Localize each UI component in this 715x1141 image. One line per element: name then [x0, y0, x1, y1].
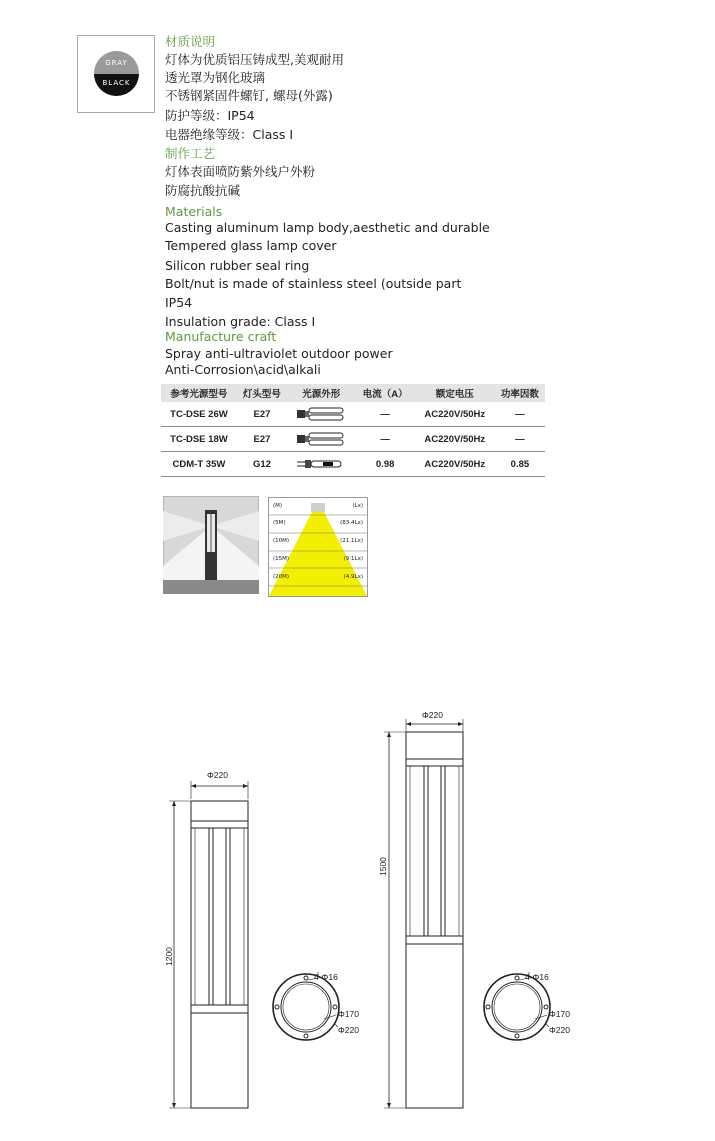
pf-cell: — [495, 427, 545, 452]
outer-diameter-label: Φ220 [549, 1025, 570, 1035]
base-cell: E27 [237, 427, 287, 452]
table-row [161, 452, 545, 477]
lux-label: (9.1Lx) [343, 556, 363, 562]
gray-black-swatch-icon [94, 51, 139, 96]
base-plate-right-drawing [484, 972, 550, 1040]
en-line: Silicon rubber seal ring [165, 258, 310, 273]
model-cell: TC-DSE 26W [161, 402, 237, 427]
zh-materials-title: 材质说明 [165, 34, 216, 49]
current-cell: 0.98 [356, 452, 415, 477]
voltage-cell: AC220V/50Hz [415, 402, 495, 427]
swatch-black-label: BLACK [94, 74, 139, 96]
col-header: 电流（A） [356, 384, 415, 402]
col-header: 功率因数 [495, 384, 545, 402]
en-materials-title: Materials [165, 204, 223, 219]
zh-line: 电器绝缘等级：Class Ⅰ [165, 127, 294, 142]
en-line: Bolt/nut is made of stainless steel (outside part [165, 276, 462, 291]
illuminance-chart [268, 497, 368, 597]
technical-drawings [0, 690, 715, 1130]
table-row [161, 427, 545, 452]
width-dimension-label: Φ220 [422, 710, 443, 720]
zh-line: 防护等级：IP54 [165, 108, 255, 123]
shape-cell [287, 427, 356, 452]
inner-diameter-label: Φ170 [338, 1009, 359, 1019]
zh-line: 灯体表面喷防紫外线户外粉 [165, 164, 316, 179]
bollard-1500-drawing [384, 719, 463, 1108]
height-dimension-label: 1200 [164, 947, 174, 966]
distance-label: (20M) [273, 574, 290, 580]
pf-cell: — [495, 402, 545, 427]
spec-table [161, 384, 545, 477]
distance-label: (15M) [273, 556, 290, 562]
height-dimension-label: 1500 [378, 857, 388, 876]
zh-craft-title: 制作工艺 [165, 146, 216, 161]
zh-line: 防腐抗酸抗碱 [165, 183, 241, 198]
current-cell: — [356, 402, 415, 427]
col-header: 额定电压 [415, 384, 495, 402]
table-row [161, 402, 545, 427]
metal-halide-icon [295, 457, 347, 471]
inner-diameter-label: Φ170 [549, 1009, 570, 1019]
en-line: Spray anti-ultraviolet outdoor power [165, 346, 393, 361]
chart-header-left: (M) [273, 503, 283, 509]
model-cell: CDM-T 35W [161, 452, 237, 477]
chart-header-right: (Lx) [352, 503, 363, 509]
width-dimension-label: Φ220 [207, 770, 228, 780]
compact-fluorescent-icon [295, 432, 347, 446]
shape-cell [287, 452, 356, 477]
voltage-cell: AC220V/50Hz [415, 427, 495, 452]
zh-line: 不锈钢紧固件螺钉, 螺母(外露) [165, 88, 333, 103]
light-distribution-scene [163, 496, 259, 594]
distance-label: (10M) [273, 538, 290, 544]
col-header: 参考光源型号 [161, 384, 237, 402]
pf-cell: 0.85 [495, 452, 545, 477]
en-craft-title: Manufacture craft [165, 329, 277, 344]
zh-line: 灯体为优质铝压铸成型,美观耐用 [165, 52, 344, 67]
shape-cell [287, 402, 356, 427]
voltage-cell: AC220V/50Hz [415, 452, 495, 477]
en-line: Tempered glass lamp cover [165, 238, 337, 253]
model-cell: TC-DSE 18W [161, 427, 237, 452]
light-beam-icon [269, 498, 367, 596]
en-line: Anti-Corrosion\acid\alkali [165, 362, 321, 377]
current-cell: — [356, 427, 415, 452]
base-cell: E27 [237, 402, 287, 427]
lux-label: (4.9Lx) [343, 574, 363, 580]
spec-header-row [161, 384, 545, 402]
bollard-1200-drawing [169, 781, 248, 1108]
en-line: Insulation grade: Class I [165, 314, 316, 329]
outer-diameter-label: Φ220 [338, 1025, 359, 1035]
base-cell: G12 [237, 452, 287, 477]
holes-label: 4-Φ16 [525, 972, 549, 982]
en-line: IP54 [165, 295, 193, 310]
compact-fluorescent-icon [295, 407, 347, 421]
distance-label: (5M) [273, 520, 286, 526]
swatch-gray-label: GRAY [94, 51, 139, 74]
color-swatch [77, 35, 155, 113]
base-plate-left-drawing [273, 972, 339, 1040]
col-header: 灯头型号 [237, 384, 287, 402]
holes-label: 4-Φ16 [314, 972, 338, 982]
lux-label: (83.4Lx) [340, 520, 363, 526]
zh-line: 透光罩为钢化玻璃 [165, 70, 266, 85]
lux-label: (21.1Lx) [340, 538, 363, 544]
col-header: 光源外形 [287, 384, 356, 402]
en-line: Casting aluminum lamp body,aesthetic and durable [165, 220, 490, 235]
